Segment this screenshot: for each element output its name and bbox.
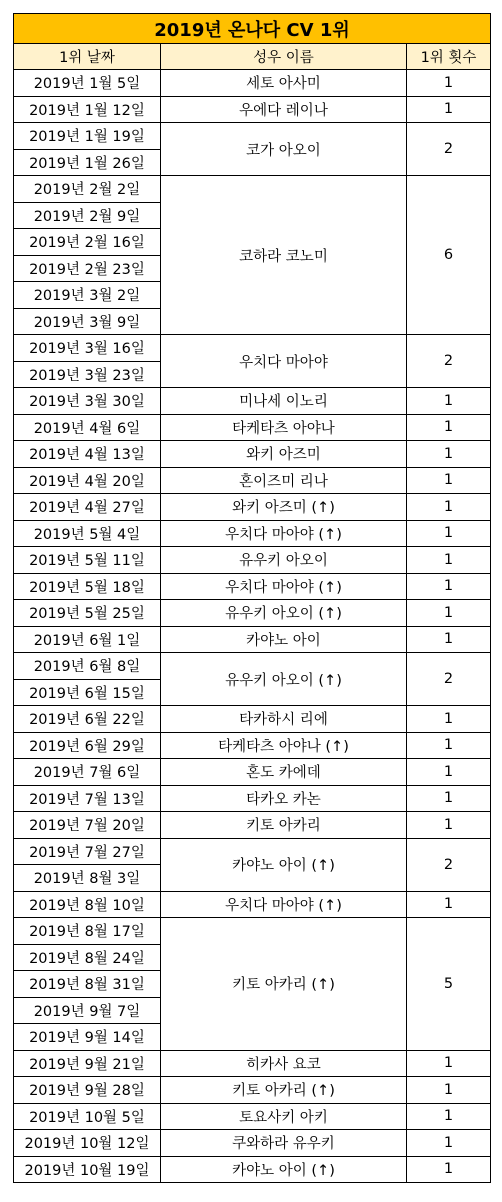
count-cell: 5	[407, 918, 491, 1051]
date-cell: 2019년 4월 20일	[14, 467, 161, 494]
date-cell: 2019년 1월 12일	[14, 96, 161, 123]
count-cell: 1	[407, 1156, 491, 1183]
count-cell: 1	[407, 467, 491, 494]
date-cell: 2019년 9월 14일	[14, 1024, 161, 1051]
count-cell: 1	[407, 732, 491, 759]
table-row	[14, 1077, 491, 1104]
date-cell: 2019년 6월 22일	[14, 706, 161, 733]
table-row	[14, 706, 491, 733]
table-row	[14, 70, 491, 97]
table-row	[14, 1156, 491, 1183]
voice-actor-cell: 혼이즈미 리나	[161, 467, 407, 494]
count-cell: 1	[407, 388, 491, 415]
voice-actor-cell: 타카오 카논	[161, 785, 407, 812]
date-cell: 2019년 3월 16일	[14, 335, 161, 362]
count-cell: 6	[407, 176, 491, 335]
table-row	[14, 388, 491, 415]
voice-actor-cell: 토요사키 아키	[161, 1103, 407, 1130]
header-row	[14, 44, 491, 70]
date-cell: 2019년 6월 29일	[14, 732, 161, 759]
date-cell: 2019년 2월 9일	[14, 202, 161, 229]
header-count: 1위 횟수	[407, 44, 491, 70]
date-cell: 2019년 10월 19일	[14, 1156, 161, 1183]
date-cell: 2019년 7월 27일	[14, 838, 161, 865]
date-cell: 2019년 9월 28일	[14, 1077, 161, 1104]
date-cell: 2019년 2월 16일	[14, 229, 161, 256]
date-cell: 2019년 6월 15일	[14, 679, 161, 706]
date-cell: 2019년 10월 12일	[14, 1130, 161, 1157]
count-cell: 1	[407, 785, 491, 812]
date-cell: 2019년 8월 3일	[14, 865, 161, 892]
table-row	[14, 1130, 491, 1157]
date-cell: 2019년 5월 4일	[14, 520, 161, 547]
ranking-table	[13, 13, 491, 1183]
count-cell: 1	[407, 494, 491, 521]
count-cell: 1	[407, 759, 491, 786]
table-row	[14, 600, 491, 627]
table-row	[14, 759, 491, 786]
table-row	[14, 732, 491, 759]
date-cell: 2019년 5월 25일	[14, 600, 161, 627]
count-cell: 1	[407, 520, 491, 547]
date-cell: 2019년 9월 21일	[14, 1050, 161, 1077]
date-cell: 2019년 1월 26일	[14, 149, 161, 176]
date-cell: 2019년 4월 6일	[14, 414, 161, 441]
count-cell: 1	[407, 1103, 491, 1130]
voice-actor-cell: 코가 아오이	[161, 123, 407, 176]
voice-actor-cell: 히카사 요코	[161, 1050, 407, 1077]
table-row	[14, 467, 491, 494]
table-row	[14, 494, 491, 521]
table-row	[14, 335, 491, 362]
date-cell: 2019년 8월 24일	[14, 944, 161, 971]
count-cell: 1	[407, 414, 491, 441]
date-cell: 2019년 1월 19일	[14, 123, 161, 150]
voice-actor-cell: 미나세 이노리	[161, 388, 407, 415]
date-cell: 2019년 9월 7일	[14, 997, 161, 1024]
count-cell: 1	[407, 1077, 491, 1104]
voice-actor-cell: 유우키 아오이	[161, 547, 407, 574]
date-cell: 2019년 3월 30일	[14, 388, 161, 415]
voice-actor-cell: 유우키 아오이 (↑)	[161, 653, 407, 706]
voice-actor-cell: 키토 아카리 (↑)	[161, 1077, 407, 1104]
count-cell: 2	[407, 653, 491, 706]
count-cell: 1	[407, 600, 491, 627]
count-cell: 1	[407, 891, 491, 918]
table-row	[14, 1050, 491, 1077]
voice-actor-cell: 타케타츠 아야나 (↑)	[161, 732, 407, 759]
table-row	[14, 176, 491, 203]
count-cell: 2	[407, 838, 491, 891]
table-body	[14, 70, 491, 1183]
voice-actor-cell: 타케타츠 아야나	[161, 414, 407, 441]
date-cell: 2019년 10월 5일	[14, 1103, 161, 1130]
table-row	[14, 812, 491, 839]
date-cell: 2019년 1월 5일	[14, 70, 161, 97]
table-row	[14, 573, 491, 600]
voice-actor-cell: 키토 아카리	[161, 812, 407, 839]
date-cell: 2019년 8월 17일	[14, 918, 161, 945]
table-row	[14, 441, 491, 468]
title-row	[14, 14, 491, 44]
voice-actor-cell: 우치다 마아야 (↑)	[161, 891, 407, 918]
date-cell: 2019년 3월 23일	[14, 361, 161, 388]
ranking-sheet	[13, 13, 490, 1183]
date-cell: 2019년 3월 9일	[14, 308, 161, 335]
count-cell: 1	[407, 626, 491, 653]
date-cell: 2019년 8월 10일	[14, 891, 161, 918]
date-cell: 2019년 7월 20일	[14, 812, 161, 839]
voice-actor-cell: 혼도 카에데	[161, 759, 407, 786]
count-cell: 1	[407, 70, 491, 97]
voice-actor-cell: 키토 아카리 (↑)	[161, 918, 407, 1051]
date-cell: 2019년 7월 6일	[14, 759, 161, 786]
table-row	[14, 626, 491, 653]
header-name: 성우 이름	[161, 44, 407, 70]
date-cell: 2019년 7월 13일	[14, 785, 161, 812]
count-cell: 1	[407, 96, 491, 123]
date-cell: 2019년 4월 13일	[14, 441, 161, 468]
table-row	[14, 838, 491, 865]
date-cell: 2019년 8월 31일	[14, 971, 161, 998]
table-row	[14, 785, 491, 812]
voice-actor-cell: 우치다 마아야 (↑)	[161, 573, 407, 600]
count-cell: 1	[407, 1050, 491, 1077]
count-cell: 1	[407, 547, 491, 574]
voice-actor-cell: 세토 아사미	[161, 70, 407, 97]
date-cell: 2019년 6월 1일	[14, 626, 161, 653]
date-cell: 2019년 3월 2일	[14, 282, 161, 309]
voice-actor-cell: 유우키 아오이 (↑)	[161, 600, 407, 627]
count-cell: 1	[407, 706, 491, 733]
voice-actor-cell: 쿠와하라 유우키	[161, 1130, 407, 1157]
voice-actor-cell: 우치다 마아야 (↑)	[161, 520, 407, 547]
header-date: 1위 날짜	[14, 44, 161, 70]
date-cell: 2019년 4월 27일	[14, 494, 161, 521]
voice-actor-cell: 와키 아즈미 (↑)	[161, 494, 407, 521]
voice-actor-cell: 카야노 아이	[161, 626, 407, 653]
date-cell: 2019년 2월 2일	[14, 176, 161, 203]
voice-actor-cell: 카야노 아이 (↑)	[161, 1156, 407, 1183]
date-cell: 2019년 5월 18일	[14, 573, 161, 600]
voice-actor-cell: 우에다 레이나	[161, 96, 407, 123]
table-title: 2019년 온나다 CV 1위	[14, 14, 491, 44]
voice-actor-cell: 우치다 마아야	[161, 335, 407, 388]
table-row	[14, 96, 491, 123]
table-row	[14, 1103, 491, 1130]
date-cell: 2019년 6월 8일	[14, 653, 161, 680]
table-row	[14, 547, 491, 574]
table-row	[14, 891, 491, 918]
voice-actor-cell: 와키 아즈미	[161, 441, 407, 468]
count-cell: 1	[407, 1130, 491, 1157]
voice-actor-cell: 코하라 코노미	[161, 176, 407, 335]
table-row	[14, 520, 491, 547]
date-cell: 2019년 2월 23일	[14, 255, 161, 282]
count-cell: 2	[407, 123, 491, 176]
count-cell: 1	[407, 441, 491, 468]
table-row	[14, 123, 491, 150]
count-cell: 2	[407, 335, 491, 388]
table-row	[14, 653, 491, 680]
count-cell: 1	[407, 812, 491, 839]
table-row	[14, 918, 491, 945]
count-cell: 1	[407, 573, 491, 600]
date-cell: 2019년 5월 11일	[14, 547, 161, 574]
table-row	[14, 414, 491, 441]
voice-actor-cell: 타카하시 리에	[161, 706, 407, 733]
voice-actor-cell: 카야노 아이 (↑)	[161, 838, 407, 891]
